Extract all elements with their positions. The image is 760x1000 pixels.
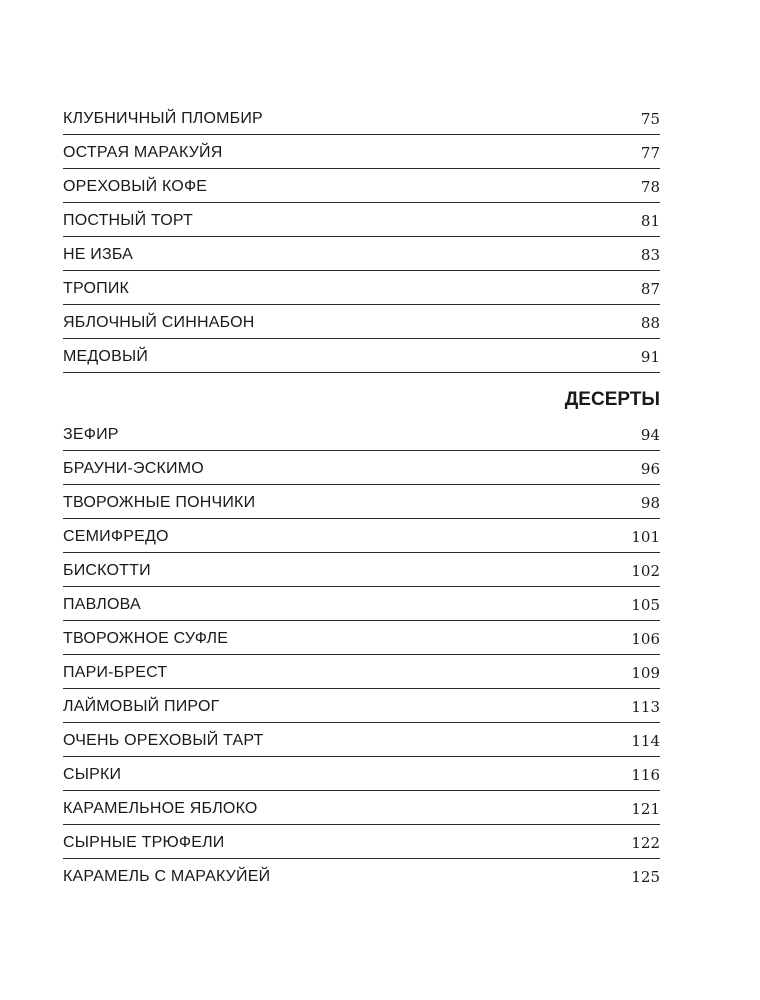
entry-page-number: 94 xyxy=(640,425,660,444)
toc-entry[interactable] xyxy=(63,825,660,859)
entry-title: КЛУБНИЧНЫЙ ПЛОМБИР xyxy=(63,109,263,127)
entry-page-number: 109 xyxy=(631,663,660,682)
entry-page-number: 91 xyxy=(640,347,660,366)
toc-entry[interactable] xyxy=(63,723,660,757)
toc-entry[interactable] xyxy=(63,101,660,135)
entry-title: ЯБЛОЧНЫЙ СИННАБОН xyxy=(63,313,255,331)
entry-title: ПАВЛОВА xyxy=(63,595,141,613)
entry-title: ЗЕФИР xyxy=(63,425,119,443)
entry-page-number: 83 xyxy=(640,245,660,264)
toc-entry[interactable] xyxy=(63,339,660,373)
entry-title: МЕДОВЫЙ xyxy=(63,347,149,365)
toc-entry[interactable] xyxy=(63,757,660,791)
table-of-contents xyxy=(63,101,660,893)
entry-title: ТВОРОЖНЫЕ ПОНЧИКИ xyxy=(63,493,256,511)
toc-entry[interactable] xyxy=(63,553,660,587)
entry-title: ТВОРОЖНОЕ СУФЛЕ xyxy=(63,629,229,647)
entry-page-number: 75 xyxy=(640,109,660,128)
entry-page-number: 88 xyxy=(640,313,660,332)
entry-title: ОСТРАЯ МАРАКУЙЯ xyxy=(63,143,223,161)
entry-page-number: 122 xyxy=(631,833,660,852)
toc-entry[interactable] xyxy=(63,135,660,169)
toc-entry[interactable] xyxy=(63,451,660,485)
toc-entry[interactable] xyxy=(63,305,660,339)
entry-title: ЛАЙМОВЫЙ ПИРОГ xyxy=(63,697,220,715)
toc-entry[interactable] xyxy=(63,417,660,451)
section-heading: ДЕСЕРТЫ xyxy=(564,389,660,410)
entry-page-number: 81 xyxy=(640,211,660,230)
entry-page-number: 102 xyxy=(631,561,660,580)
toc-entry[interactable] xyxy=(63,859,660,893)
toc-entry[interactable] xyxy=(63,169,660,203)
entry-title: СЫРНЫЕ ТРЮФЕЛИ xyxy=(63,833,225,851)
entry-page-number: 125 xyxy=(631,868,660,886)
entry-page-number: 101 xyxy=(631,527,660,546)
entry-page-number: 105 xyxy=(631,595,660,614)
entry-title: ПОСТНЫЙ ТОРТ xyxy=(63,211,194,229)
entry-page-number: 113 xyxy=(631,697,660,716)
entry-page-number: 121 xyxy=(631,799,660,818)
toc-entry[interactable] xyxy=(63,237,660,271)
toc-entry[interactable] xyxy=(63,485,660,519)
entry-title: СЕМИФРЕДО xyxy=(63,527,169,545)
entry-page-number: 106 xyxy=(631,629,660,648)
toc-entry[interactable] xyxy=(63,689,660,723)
entry-page-number: 98 xyxy=(640,493,660,512)
toc-entry[interactable] xyxy=(63,587,660,621)
toc-entry[interactable] xyxy=(63,791,660,825)
entry-title: ОРЕХОВЫЙ КОФЕ xyxy=(63,177,208,195)
entry-title: ПАРИ-БРЕСТ xyxy=(63,663,168,681)
entry-page-number: 116 xyxy=(631,765,660,784)
entry-page-number: 77 xyxy=(640,143,660,162)
entry-page-number: 114 xyxy=(631,731,660,750)
entry-title: СЫРКИ xyxy=(63,765,122,783)
toc-entry[interactable] xyxy=(63,621,660,655)
entry-title: ОЧЕНЬ ОРЕХОВЫЙ ТАРТ xyxy=(63,731,264,749)
entry-title: БРАУНИ-ЭСКИМО xyxy=(63,459,204,477)
entry-title: КАРАМЕЛЬ С МАРАКУЙЕЙ xyxy=(63,868,271,885)
entry-title: БИСКОТТИ xyxy=(63,561,151,579)
toc-entry[interactable] xyxy=(63,655,660,689)
entry-page-number: 78 xyxy=(640,177,660,196)
toc-entry[interactable] xyxy=(63,271,660,305)
toc-entry[interactable] xyxy=(63,203,660,237)
entry-title: КАРАМЕЛЬНОЕ ЯБЛОКО xyxy=(63,799,258,817)
entry-title: НЕ ИЗБА xyxy=(63,245,134,263)
entry-page-number: 96 xyxy=(640,459,660,478)
entry-title: ТРОПИК xyxy=(63,279,130,297)
toc-entry[interactable] xyxy=(63,519,660,553)
entry-page-number: 87 xyxy=(640,279,660,298)
